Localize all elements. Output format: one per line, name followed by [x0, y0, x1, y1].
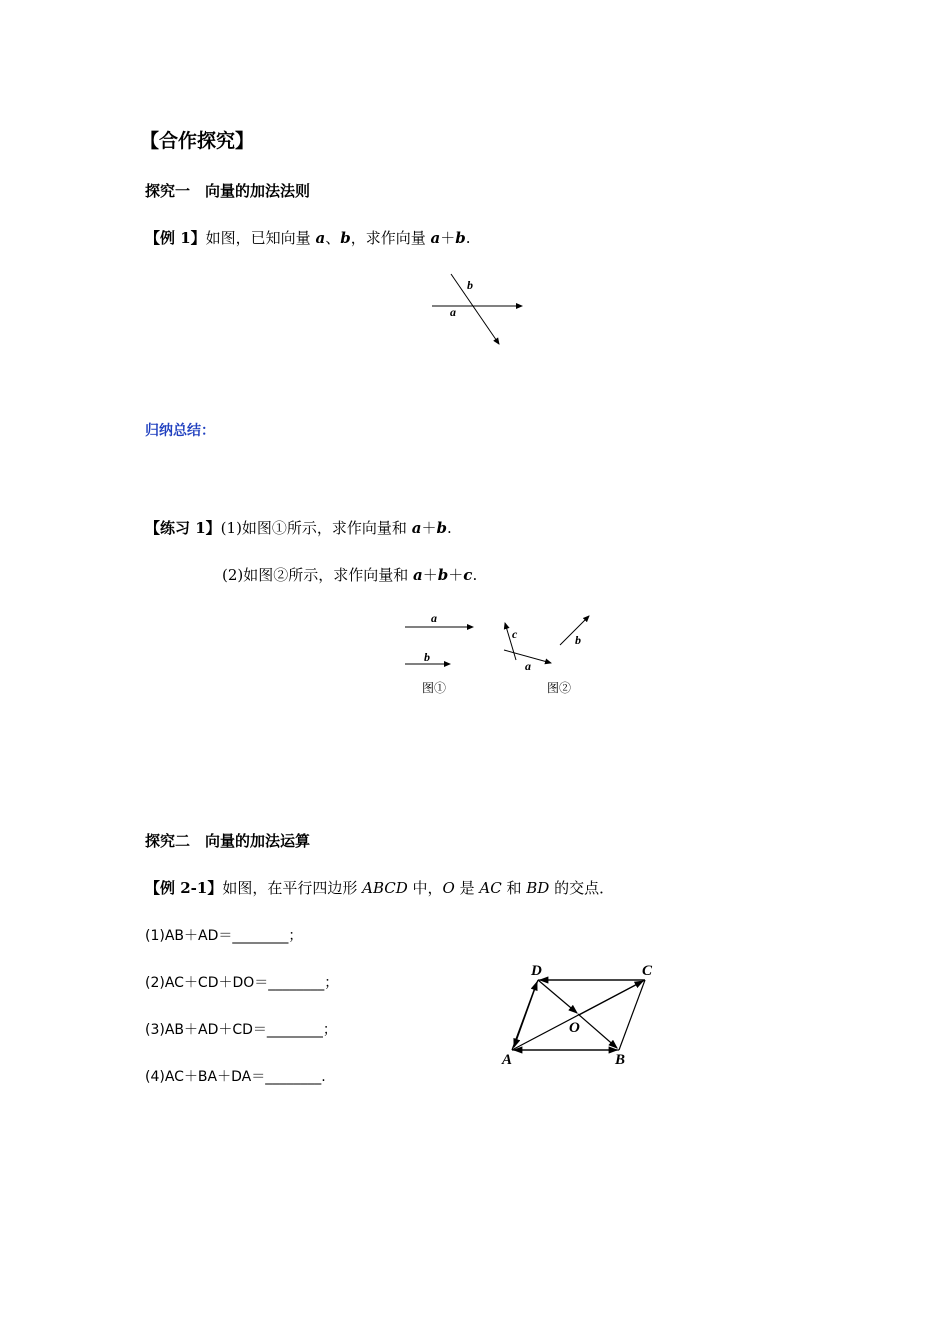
section-title: 【合作探究】: [140, 130, 255, 152]
label-a: a: [450, 305, 456, 319]
example21-text2: 中，: [407, 879, 443, 897]
fig2-label-a: a: [525, 659, 531, 673]
plus: ＋: [440, 229, 456, 247]
example21-text3: 是: [454, 879, 480, 897]
plus: ＋: [421, 519, 437, 537]
seg-bd: BD: [526, 879, 550, 897]
practice1-text2: (2)如图②所示，求作向量和: [222, 566, 414, 584]
period: .: [472, 566, 478, 584]
vector-ca-part: [579, 980, 645, 1015]
plus: ＋: [422, 566, 438, 584]
question-2: (2)AC＋CD＋DO＝________；: [145, 975, 339, 991]
practice1-tag: 【练习 1】: [145, 519, 221, 537]
vector-da: [514, 980, 538, 1047]
practice1-text: (1)如图①所示，求作向量和: [220, 519, 412, 537]
vec-b: b: [436, 519, 447, 537]
fig1-caption: 图①: [422, 681, 447, 695]
fig2-label-c: c: [512, 627, 518, 641]
example21-text4: 和: [501, 879, 527, 897]
practice1-line2: [222, 565, 477, 585]
explore2-heading: 探究二 向量的加法运算: [145, 832, 311, 850]
vec-b: b: [437, 566, 449, 584]
question-4: (4)AC＋BA＋DA＝________.: [145, 1069, 326, 1085]
example1-text2: ，求作向量: [350, 229, 431, 247]
vec-c: c: [463, 566, 473, 584]
expr-a: a: [430, 229, 441, 247]
example21-text1: 如图，在平行四边形: [222, 879, 363, 897]
example1-figure: [425, 268, 530, 350]
vec-a: a: [413, 566, 423, 584]
practice1-figures: [398, 606, 598, 700]
example1-tag: 【例 1】: [145, 229, 206, 247]
edge-cb: [619, 980, 645, 1050]
period: .: [446, 519, 452, 537]
vector-ob: [578, 1014, 617, 1048]
label-b: B: [615, 1052, 626, 1068]
summary-label: 归纳总结：: [145, 423, 215, 439]
vector-do: [538, 980, 577, 1013]
sep: 、: [325, 229, 341, 247]
label-b: b: [467, 278, 473, 292]
practice1-line1: [145, 518, 452, 538]
fig1-label-a: a: [431, 611, 437, 625]
abcd: ABCD: [362, 879, 408, 897]
vec-b: b: [340, 229, 351, 247]
point-o: O: [442, 879, 455, 897]
vec-a: a: [411, 519, 422, 537]
fig2-caption: 图②: [547, 681, 572, 695]
example21-text5: 的交点．: [549, 879, 615, 897]
fig1-label-b: b: [424, 650, 430, 664]
seg-ac: AC: [479, 879, 502, 897]
explore1-heading: 探究一 向量的加法法则: [145, 182, 311, 200]
period: .: [465, 229, 471, 247]
example21-line: [145, 878, 614, 898]
plus: ＋: [448, 566, 464, 584]
expr-b: b: [455, 229, 466, 247]
fig2-label-b: b: [575, 633, 581, 647]
label-c: C: [642, 963, 653, 979]
question-1: (1)AB＋AD＝________；: [145, 928, 303, 944]
label-a: A: [502, 1052, 513, 1068]
question-3: (3)AB＋AD＋CD＝________；: [145, 1022, 337, 1038]
vec-a: a: [315, 229, 326, 247]
example21-tag: 【例 2-1】: [145, 879, 223, 897]
vector-b-arrow: [451, 274, 499, 344]
example1-line: [145, 228, 471, 248]
label-d: D: [531, 963, 542, 979]
example1-text: 如图，已知向量: [205, 229, 316, 247]
parallelogram-figure: [495, 958, 665, 1073]
label-o: O: [569, 1020, 580, 1036]
